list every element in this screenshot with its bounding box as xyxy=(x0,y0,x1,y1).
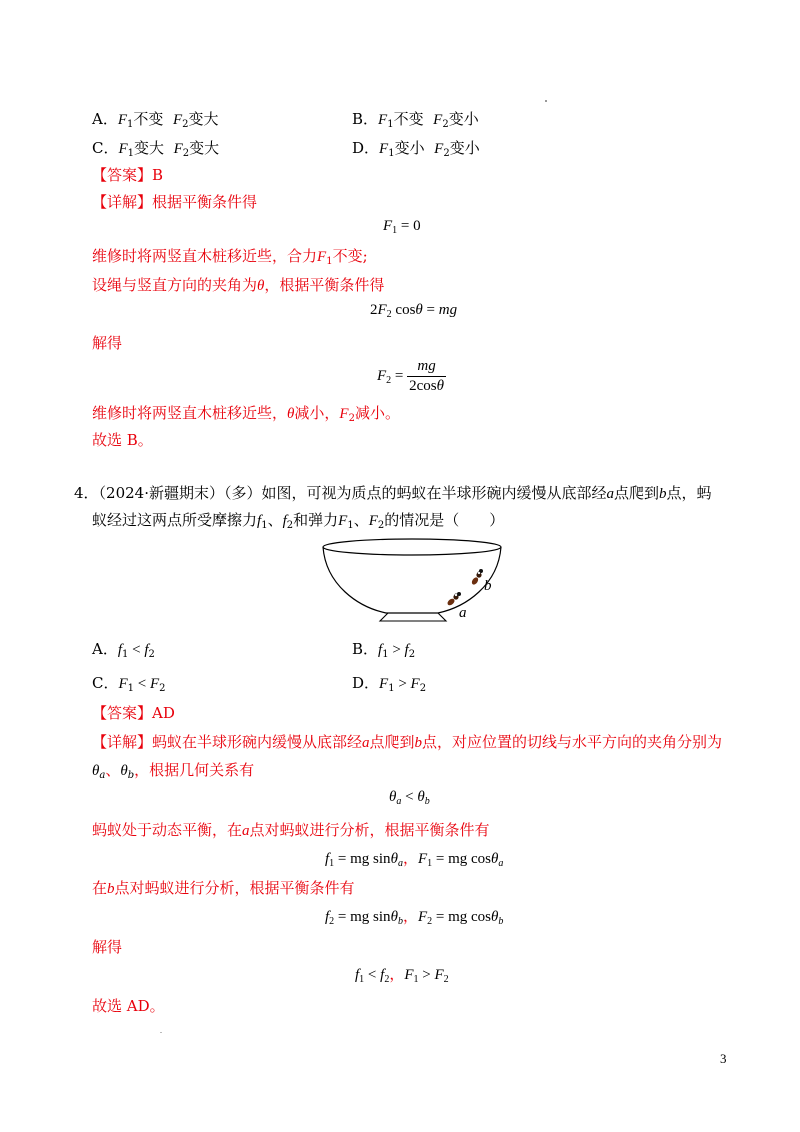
question-stem-line2: 蚁经过这两点所受摩擦力$f_1$、$f_2$和弹力$F_1$、$F_2$的情况是（ ） xyxy=(92,511,505,531)
label-a: a xyxy=(459,605,467,621)
option-d: D．$F_1 > F_2$ xyxy=(352,674,427,694)
bowl-rim xyxy=(323,539,501,555)
page-number: 3 xyxy=(720,1051,727,1066)
option-a: A．$f_1 < f_2$ xyxy=(92,640,155,660)
speck xyxy=(545,100,547,102)
detail-line: $\theta_a$、$\theta_b$，根据几何关系有 xyxy=(92,761,255,781)
equation-angles: $\theta_a < \theta_b$ xyxy=(389,789,430,807)
equation-2f2cos: $2F_2$ cosθ = mg xyxy=(370,302,458,320)
explanation-line: 维修时将两竖直木桩移近些，θ减小，$F_2$减小。 xyxy=(92,404,400,424)
equation-f1-zero: $F_1 = 0$ xyxy=(383,218,421,236)
conclusion: 故选 B。 xyxy=(92,431,153,449)
question-stem: 4．（2024·新疆期末）（多）如图，可视为质点的蚂蚁在半球形碗内缓慢从底部经a点爬到b点，蚂 xyxy=(74,484,712,502)
ant-at-b xyxy=(471,569,483,586)
option-c: C．$F_1$变大 $F_2$变大 xyxy=(92,139,220,159)
equation-point-a: $f_1$ = mg sinθ$_a$，$F_1$ = mg cosθ$_a$ xyxy=(325,851,504,869)
explanation-line: 蚂蚁处于动态平衡，在a点对蚂蚁进行分析，根据平衡条件有 xyxy=(92,821,490,839)
option-d: D．$F_1$变小 $F_2$变小 xyxy=(352,139,480,159)
equation-point-b: $f_2$ = mg sinθ$_b$，$F_2$ = mg cosθ$_b$ xyxy=(325,909,504,927)
answer-line: 【答案】B xyxy=(92,166,164,184)
explanation-line: 在b点对蚂蚁进行分析，根据平衡条件有 xyxy=(92,879,355,897)
explanation-line: 维修时将两竖直木桩移近些，合力$F_1$不变; xyxy=(92,247,368,267)
conclusion: 故选 AD。 xyxy=(92,997,165,1015)
answer-line: 【答案】AD xyxy=(92,704,175,722)
detail-line: 【详解】根据平衡条件得 xyxy=(92,193,258,211)
bowl-base xyxy=(380,613,446,621)
speck xyxy=(160,1032,162,1033)
solve-label: 解得 xyxy=(92,334,123,352)
option-b: B．$F_1$不变 $F_2$变小 xyxy=(352,110,479,130)
label-b: b xyxy=(484,578,492,594)
option-b: B．$f_1 > f_2$ xyxy=(352,640,416,660)
explanation-line: 设绳与竖直方向的夹角为θ，根据平衡条件得 xyxy=(92,276,385,294)
solve-label: 解得 xyxy=(92,938,123,956)
bowl-figure xyxy=(318,535,508,627)
option-a: A．$F_1$不变 $F_2$变大 xyxy=(92,110,219,130)
equation-result: $f_1 < f_2$，$F_1 > F_2$ xyxy=(355,967,449,985)
option-c: C．$F_1 < F_2$ xyxy=(92,674,166,694)
detail-line: 【详解】蚂蚁在半球形碗内缓慢从底部经a点爬到b点，对应位置的切线与水平方向的夹角分别为 xyxy=(92,733,723,751)
equation-f2-fraction: $F_2$ = $\frac{mg}{2\cos\theta}$ xyxy=(377,358,445,394)
